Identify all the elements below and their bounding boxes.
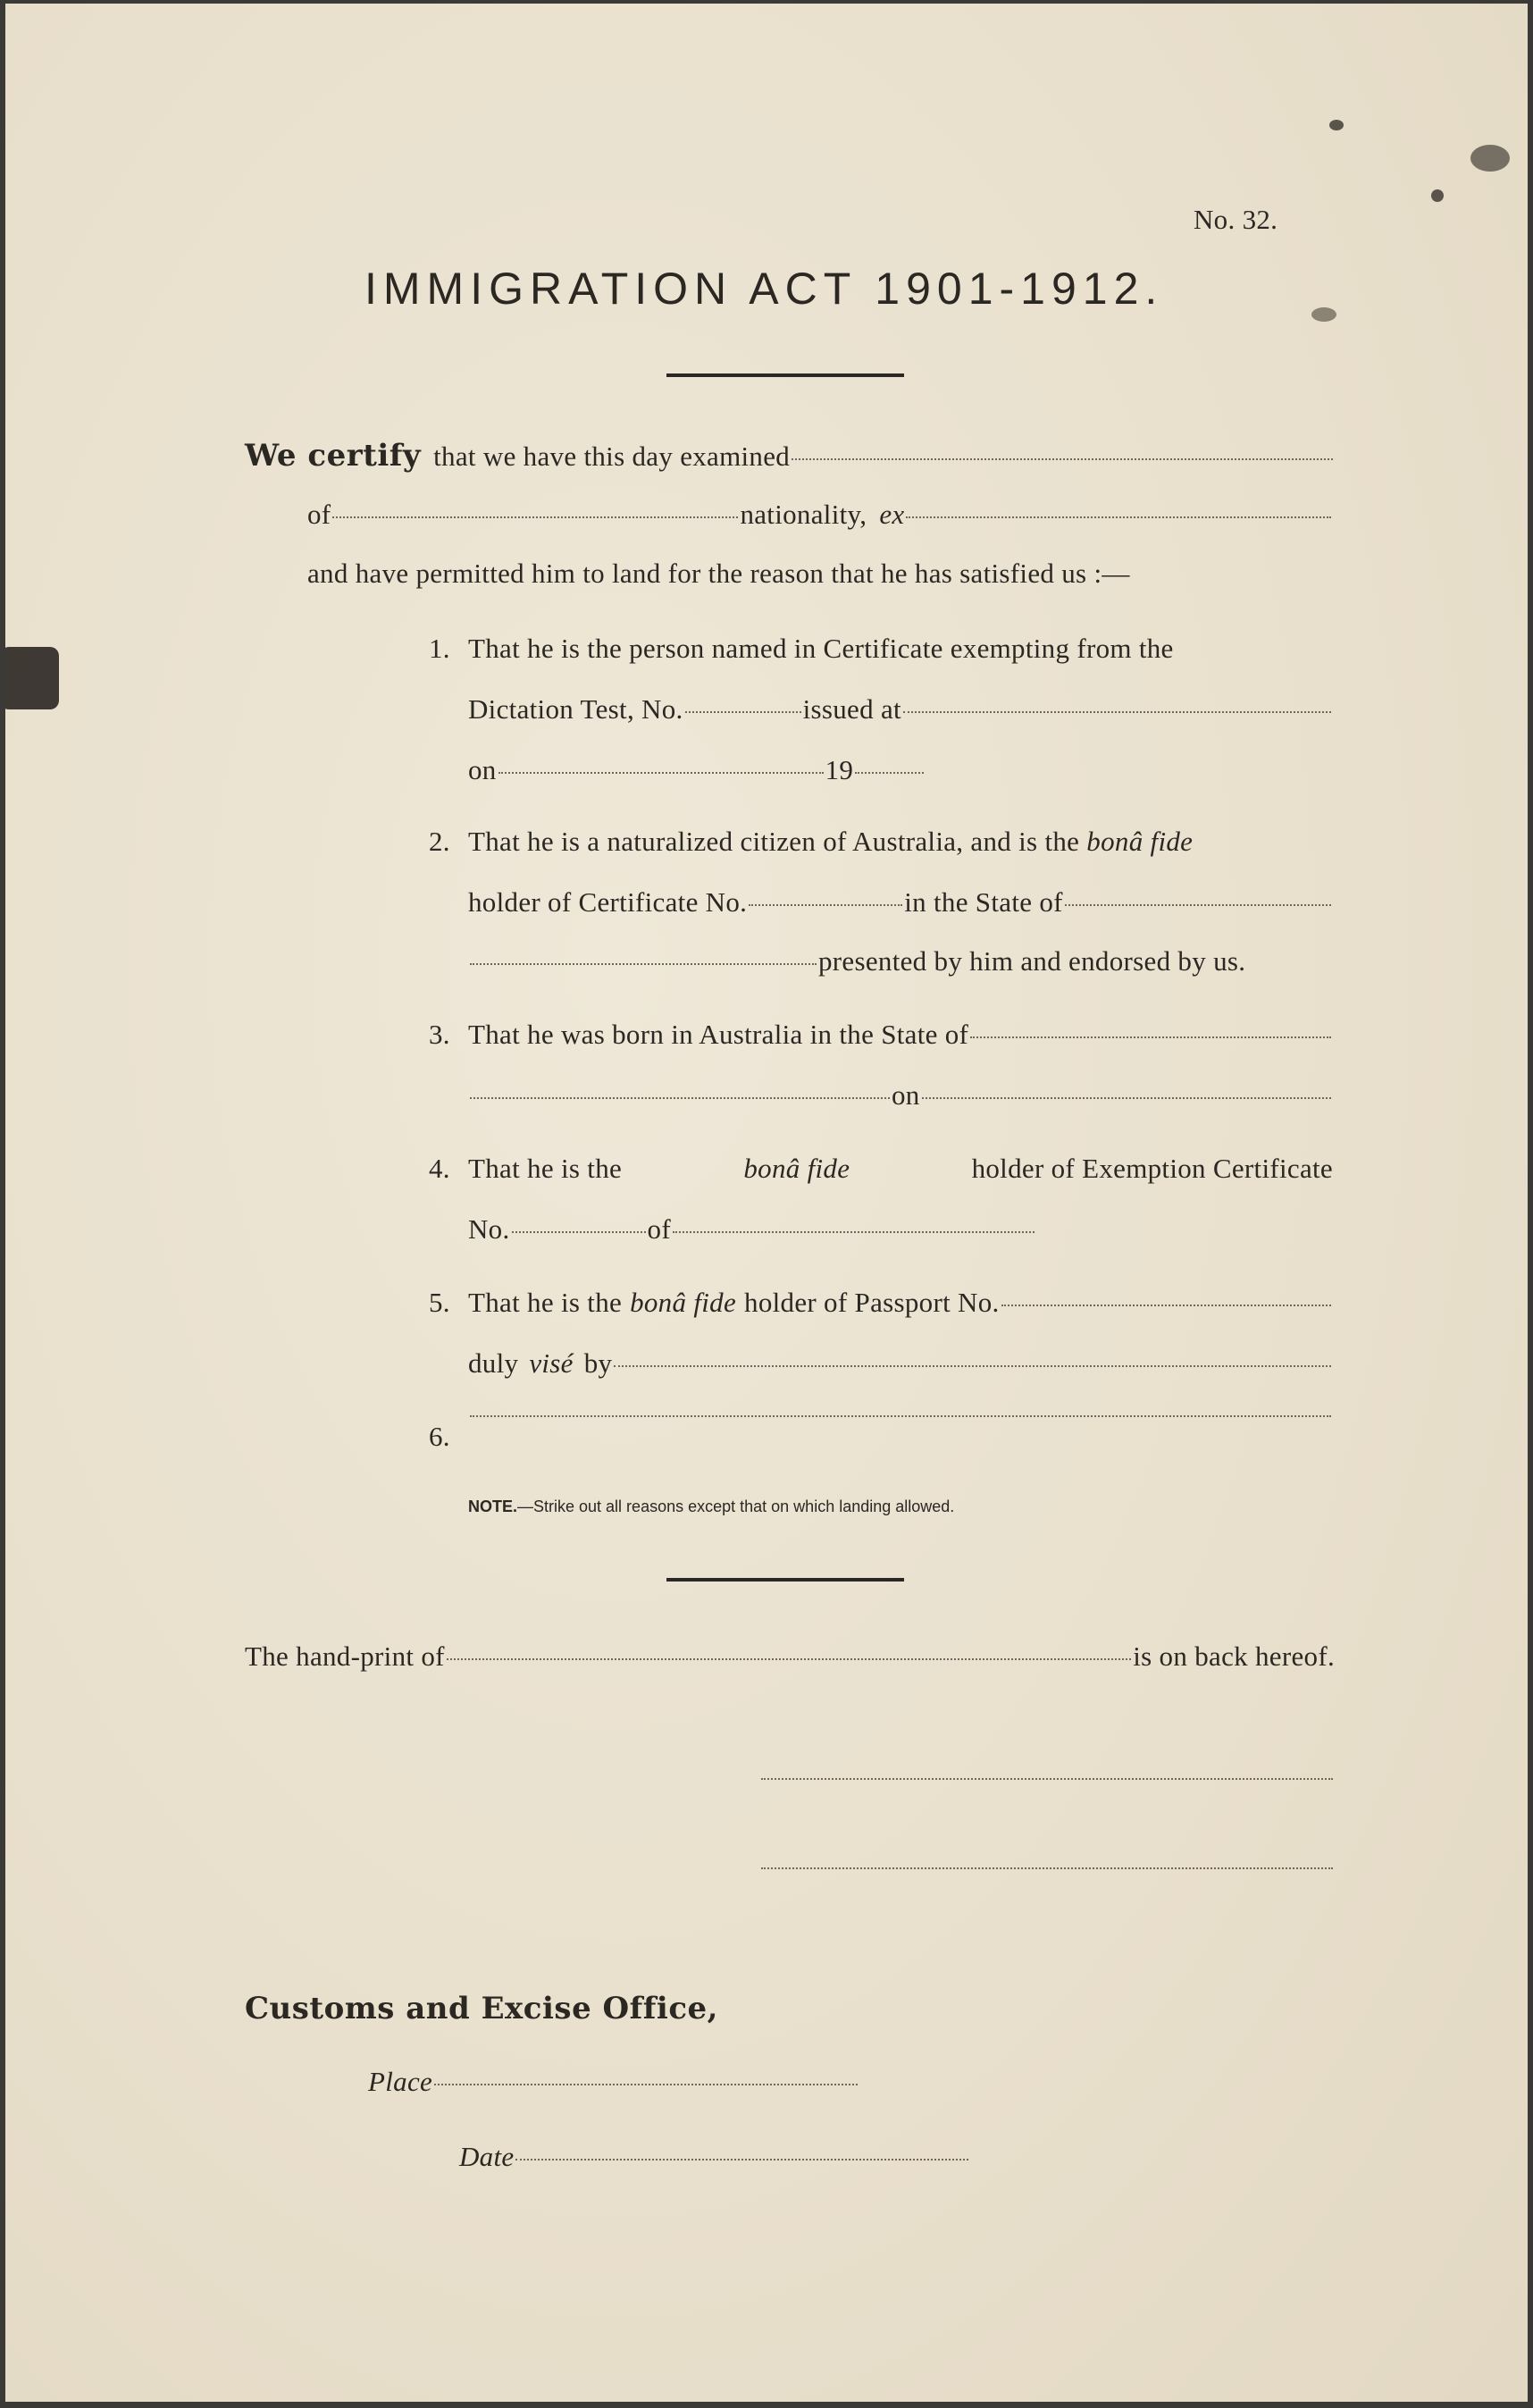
bona-fide-text: bonâ fide	[1086, 826, 1194, 857]
page-title: IMMIGRATION ACT 1901-1912.	[364, 264, 1164, 314]
on-label: on	[468, 754, 497, 785]
ink-stain	[1311, 307, 1336, 322]
origin-line	[307, 499, 1333, 531]
reason-3-number: 3.	[429, 1019, 450, 1050]
certify-lead: We certify	[245, 438, 422, 474]
reason-1-text: That he is the person named in Certificate exempting from the	[468, 633, 1174, 664]
document-page	[5, 4, 1528, 2402]
edge-tear	[5, 647, 59, 709]
dictation-test-no-field[interactable]	[685, 711, 801, 713]
ink-stain	[1470, 145, 1510, 172]
reason-5-number: 5.	[429, 1287, 450, 1318]
certificate-no-label: holder of Certificate No.	[468, 886, 748, 918]
date-label: Date	[459, 2141, 515, 2172]
passport-no-field[interactable]	[1001, 1305, 1331, 1306]
reason-4-line-1	[468, 1153, 1333, 1185]
duly-label: duly	[468, 1347, 519, 1379]
on-date-field[interactable]	[498, 772, 824, 774]
year-field[interactable]	[855, 772, 924, 774]
ex-field[interactable]	[906, 516, 1331, 518]
date-line	[459, 2141, 970, 2173]
born-state-field[interactable]	[970, 1036, 1331, 1038]
reason-6-number: 6.	[429, 1421, 450, 1452]
exemption-of-label: of	[647, 1213, 671, 1245]
section-divider	[666, 1578, 904, 1582]
reason-4-number: 4.	[429, 1153, 450, 1184]
handprint-label: The hand-print of	[245, 1640, 445, 1672]
reason-1-line-2	[468, 693, 1333, 726]
state-field[interactable]	[1065, 904, 1331, 906]
examined-name-field[interactable]	[792, 458, 1333, 460]
permitted-text: and have permitted him to land for the reason that he has satisfied us :—	[307, 558, 1130, 589]
exemption-of-field[interactable]	[673, 1231, 1035, 1233]
title-underline	[666, 373, 904, 377]
nationality-label: nationality,	[740, 499, 867, 530]
handprint-line	[245, 1640, 1335, 1673]
presented-field[interactable]	[470, 963, 817, 965]
note	[468, 1498, 954, 1516]
vise-label: visé	[529, 1347, 574, 1379]
ex-label: ex	[879, 499, 905, 530]
place-line	[368, 2066, 859, 2098]
issued-at-field[interactable]	[903, 711, 1331, 713]
reason-4-text-c: holder of Exemption Certificate	[971, 1153, 1333, 1184]
ink-stain	[1329, 120, 1344, 130]
reason-2-line-2	[468, 886, 1333, 919]
born-date-field[interactable]	[922, 1097, 1331, 1099]
reason-1-number: 1.	[429, 633, 450, 664]
place-label: Place	[368, 2066, 433, 2097]
state-of-label: in the State of	[904, 886, 1063, 918]
issued-at-label: issued at	[802, 693, 901, 725]
reason-3-line-1	[468, 1019, 1333, 1051]
signature-field-1[interactable]	[761, 1778, 1333, 1780]
of-field[interactable]	[332, 516, 738, 518]
reason-5-text-a: That he is the	[468, 1287, 623, 1318]
year-prefix: 19	[825, 754, 854, 785]
signature-field-2[interactable]	[761, 1867, 1333, 1869]
exemption-no-label: No.	[468, 1213, 510, 1245]
born-place-field[interactable]	[470, 1097, 890, 1099]
ink-stain	[1431, 189, 1444, 202]
born-on-label: on	[892, 1079, 920, 1111]
certify-line	[245, 438, 1335, 474]
bona-fide-text: bonâ fide	[743, 1153, 850, 1184]
note-label: NOTE.	[468, 1498, 518, 1515]
certify-text: that we have this day examined	[433, 440, 791, 472]
passport-no-label: holder of Passport No.	[744, 1287, 1000, 1318]
exemption-no-field[interactable]	[512, 1231, 646, 1233]
date-field[interactable]	[515, 2159, 968, 2160]
reason-5-line-2	[468, 1347, 1333, 1380]
by-label: by	[583, 1347, 613, 1379]
certificate-no-field[interactable]	[749, 904, 902, 906]
born-state-label: That he was born in Australia in the State of	[468, 1019, 969, 1050]
reason-2-text	[468, 826, 1193, 858]
place-field[interactable]	[434, 2084, 858, 2085]
reason-2-text-a: That he is a naturalized citizen of Australia, and is the	[468, 826, 1080, 857]
reason-6-line	[468, 1421, 1333, 1422]
bona-fide-text: bonâ fide	[630, 1287, 737, 1318]
reason-4-text-a: That he is the	[468, 1153, 623, 1184]
presented-text: presented by him and endorsed by us.	[818, 945, 1246, 977]
other-reason-field[interactable]	[470, 1415, 1331, 1417]
of-label: of	[307, 499, 331, 530]
handprint-name-field[interactable]	[447, 1658, 1131, 1660]
reason-2-line-3	[468, 945, 1333, 977]
reason-1-line-3	[468, 754, 926, 786]
form-number: No. 32.	[1194, 204, 1278, 235]
office-title: Customs and Excise Office,	[245, 1991, 718, 2026]
reason-4-line-2	[468, 1213, 1036, 1246]
reason-2-number: 2.	[429, 826, 450, 857]
note-text: —Strike out all reasons except that on which landing allowed.	[517, 1498, 955, 1515]
dictation-test-label: Dictation Test, No.	[468, 693, 683, 725]
reason-5-line-1	[468, 1287, 1333, 1319]
vise-by-field[interactable]	[614, 1365, 1331, 1367]
handprint-suffix: is on back hereof.	[1133, 1640, 1335, 1672]
reason-3-line-2	[468, 1079, 1333, 1112]
